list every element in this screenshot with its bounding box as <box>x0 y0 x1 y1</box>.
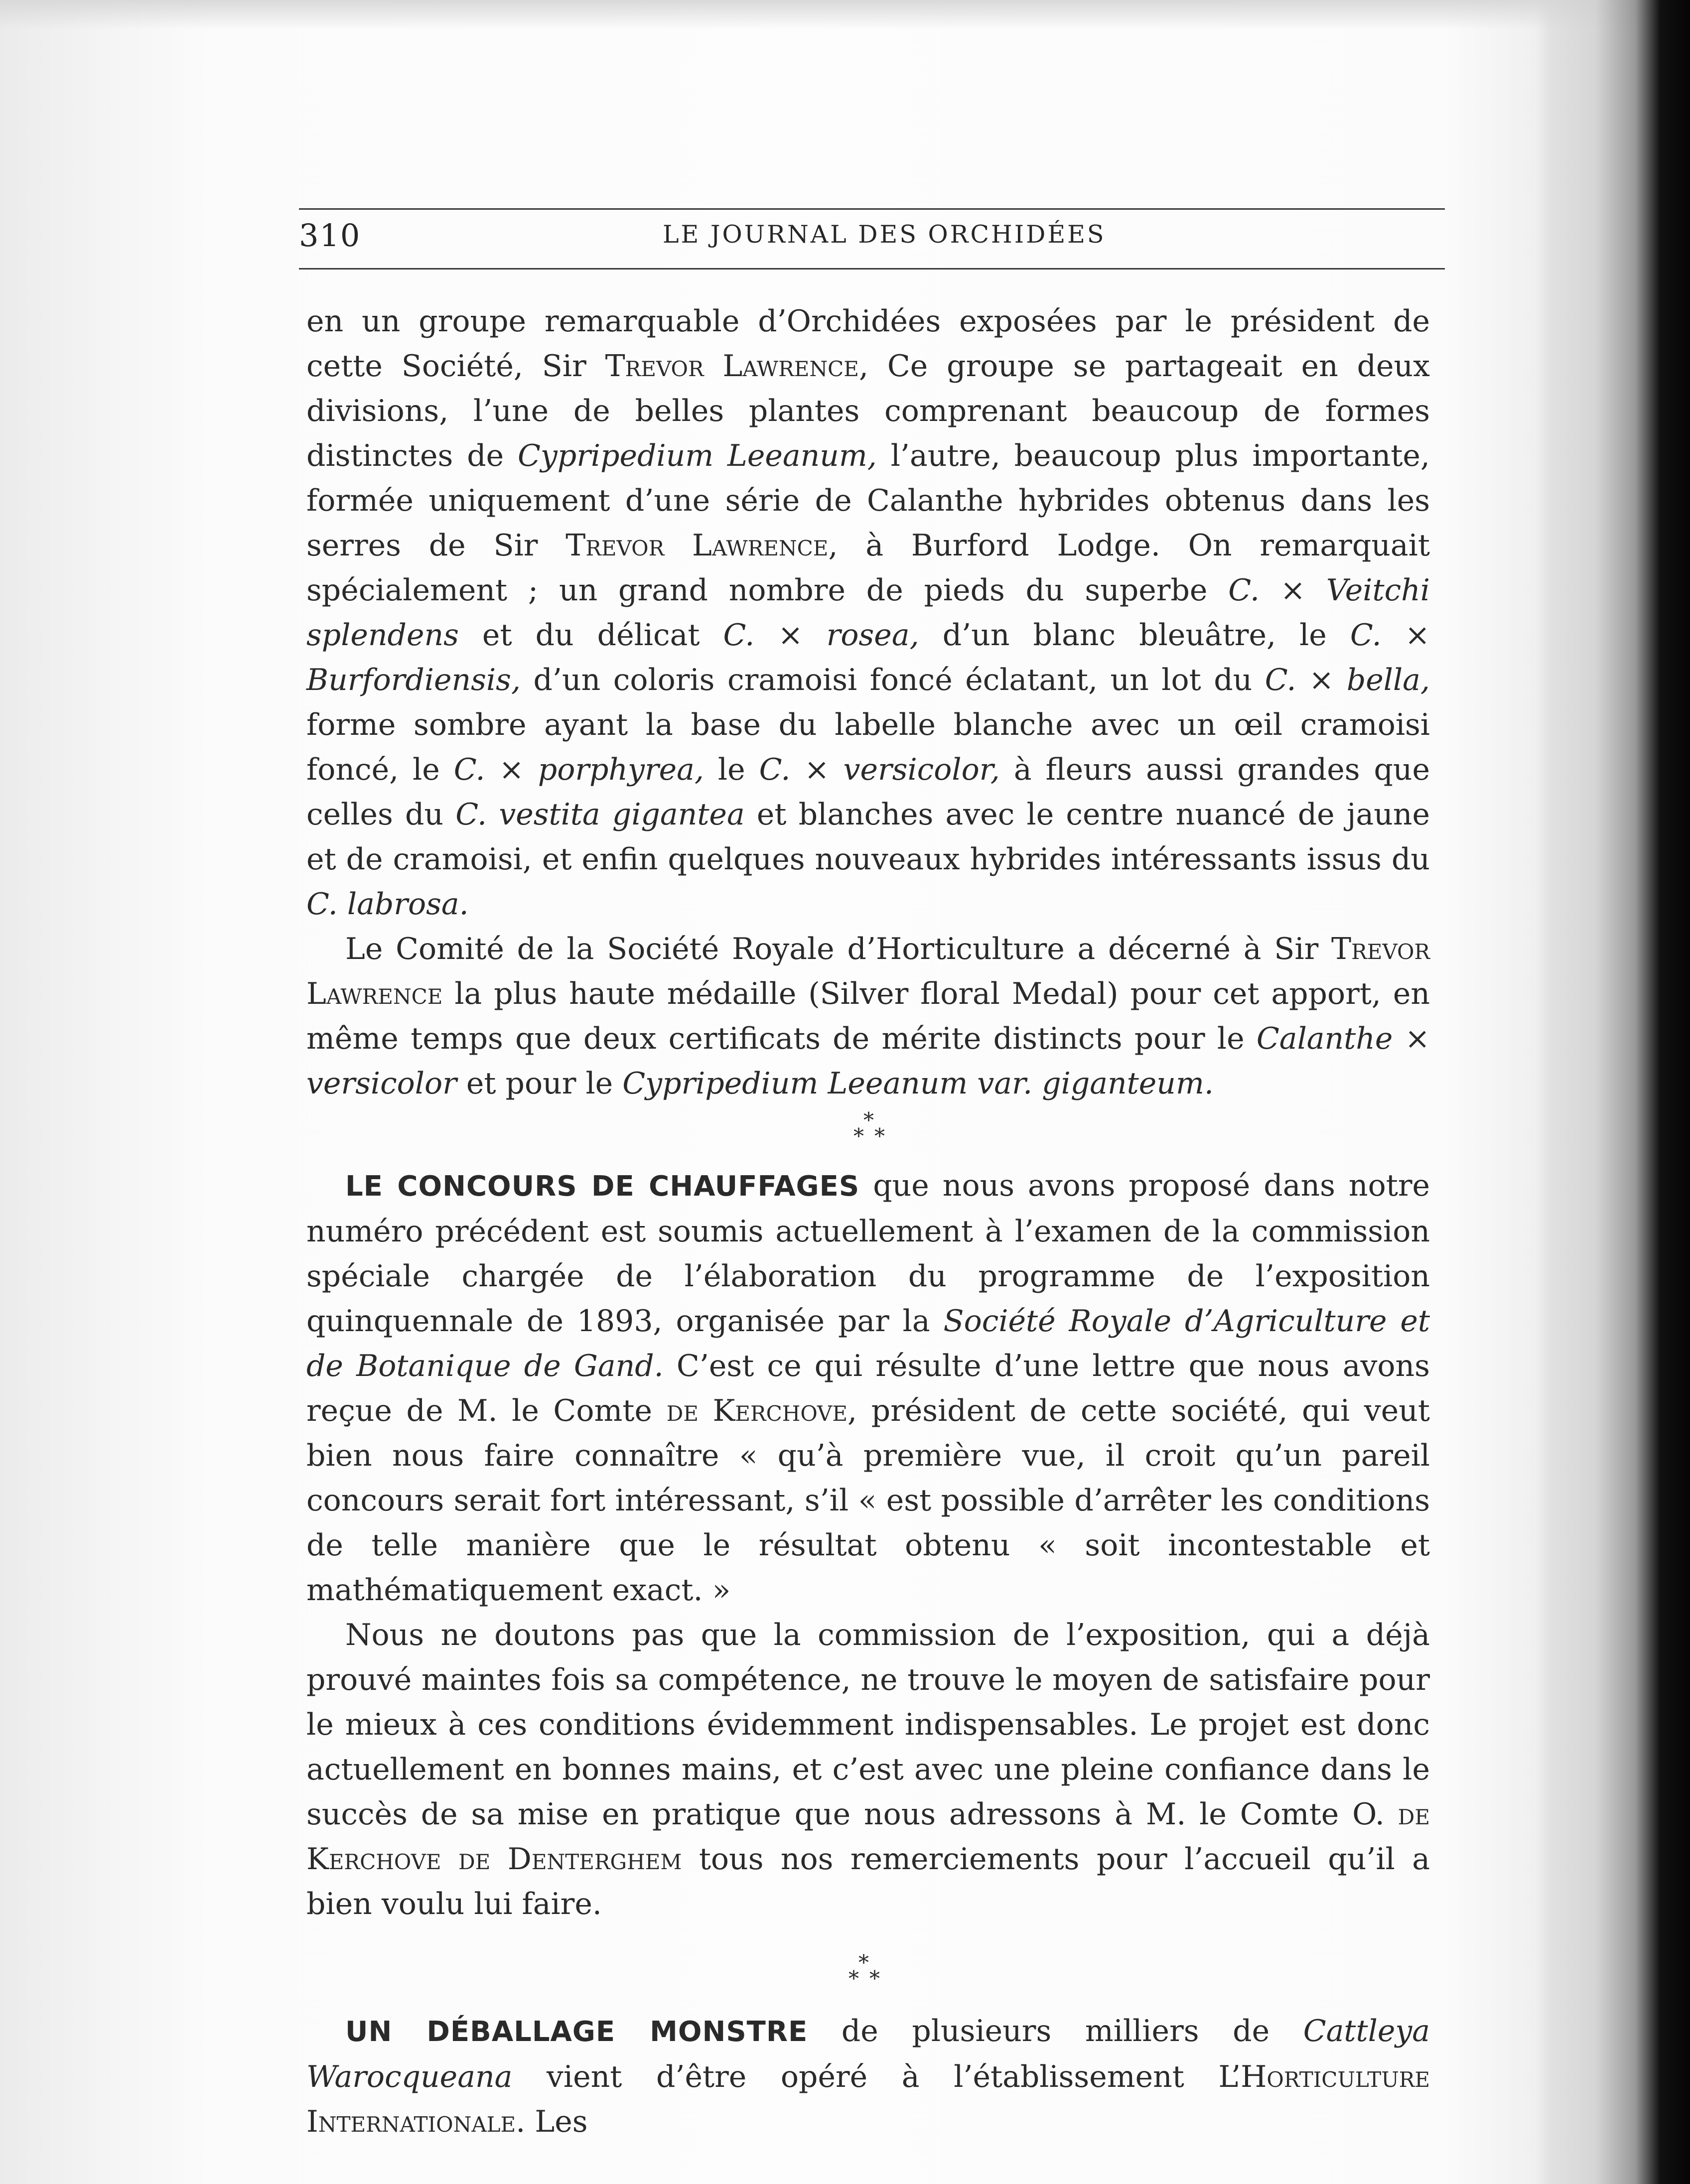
species-name: C. × rosea, <box>723 618 919 653</box>
species-name: Cypripedium Leeanum var. giganteum. <box>622 1066 1214 1101</box>
header-rule-top <box>299 208 1445 210</box>
text-run: le <box>704 752 759 787</box>
person-name: Trevor Lawrence <box>605 349 859 384</box>
text-run: d’un blanc bleuâtre, le <box>919 618 1350 653</box>
species-name: C. × porphyrea, <box>453 752 704 787</box>
species-name: C. × bella, <box>1265 663 1430 697</box>
asterisk-icon: * <box>874 1124 885 1148</box>
text-run: l’autre, beaucoup plus importante, formée uniquement d’une série de Calanthe hybrides obtenus dans les serres de Sir <box>306 438 1430 563</box>
body-text <box>306 299 1430 2144</box>
text-run: , à Burford Lodge. On remarquait spécialement ; un grand nombre de pieds du superbe <box>306 528 1430 608</box>
asterism-separator <box>306 1106 1430 1163</box>
text-run: et du délicat <box>458 618 723 653</box>
species-name: C. × Veitchi splendens <box>306 573 1430 653</box>
text-run: . Les <box>516 2104 588 2139</box>
society-name: Société Royale d’Agriculture et de Botanique de Gand. <box>306 1304 1430 1383</box>
text-run: en un groupe remarquable d’Orchidées exposées par le président de cette Société, Sir <box>306 304 1430 384</box>
section-lead-heading: LE CONCOURS DE CHAUFFAGES <box>345 1170 860 1203</box>
person-name: Trevor Lawrence <box>565 528 829 563</box>
text-run: Le Comité de la Société Royale d’Horticulture a décerné à Sir <box>345 932 1332 966</box>
paragraph-silver-medal <box>306 927 1430 1106</box>
species-name: C. × Burfordiensis, <box>306 618 1430 697</box>
person-name: Trevor Lawrence <box>306 932 1430 1011</box>
person-name: de Kerchove de Denterghem <box>306 1797 1430 1877</box>
species-name: C. vestita gigantea <box>455 797 745 832</box>
paragraph-commission <box>306 1613 1430 1926</box>
person-name: de Kerchove <box>666 1393 848 1428</box>
text-run: forme sombre ayant la base du labelle blanche avec un œil cramoisi foncé, le <box>306 707 1430 787</box>
asterisk-icon: * <box>869 1966 880 1991</box>
asterisk-icon: * <box>853 1124 864 1148</box>
section-lead-heading: UN DÉBALLAGE MONSTRE <box>345 2016 808 2048</box>
asterisk-icon: * <box>858 1950 869 1975</box>
species-name: Calanthe × versicolor <box>306 1021 1430 1101</box>
species-name: C. labrosa. <box>306 887 469 922</box>
text-run: C’est ce qui résulte d’une lettre que nous avons reçue de M. le Comte <box>306 1349 1430 1428</box>
running-title: LE JOURNAL DES ORCHIDÉES <box>663 220 1106 249</box>
page-number: 310 <box>299 217 361 254</box>
text-run: vient d’être opéré à l’établissement <box>512 2059 1219 2094</box>
paragraph-trevor-lawrence-group <box>306 299 1430 927</box>
text-run: et pour le <box>456 1066 623 1101</box>
paragraph-concours-chauffages <box>306 1163 1430 1613</box>
text-run: tous nos remerciements pour l’accueil qu’il a bien voulu lui faire. <box>306 1842 1430 1921</box>
species-name: Cattleya Warocqueana <box>306 2014 1430 2094</box>
text-run: et blanches avec le centre nuancé de jaune et de cramoisi, et enfin quelques nouveaux hybrides intéressants issus du <box>306 797 1430 877</box>
asterisk-icon: * <box>863 1108 874 1132</box>
establishment-name: L’Horticulture Internationale <box>306 2059 1430 2139</box>
page-top-edge-shadow <box>0 0 1690 30</box>
text-run: que nous avons proposé dans notre numéro précédent est soumis actuellement à l’examen de la commission spéciale chargée de l’élaboration du programme de l’exposition quinquennale de 1893, organisée par la <box>306 1168 1430 1339</box>
text-run: à fleurs aussi grandes que celles du <box>306 752 1430 832</box>
header-rule-bottom <box>299 268 1445 270</box>
binding-edge-shadow <box>1541 0 1690 2184</box>
paragraph-deballage-monstre <box>306 2009 1430 2144</box>
asterism-separator <box>306 1926 1430 2009</box>
text-run: de plusieurs milliers de <box>808 2014 1303 2048</box>
text-run: d’un coloris cramoisi foncé éclatant, un lot du <box>521 663 1265 697</box>
text-run: la plus haute médaille (Silver floral Medal) pour cet apport, en même temps que deux certificats de mérite distincts pour le <box>306 976 1430 1056</box>
species-name: Cypripedium Leeanum, <box>517 438 877 473</box>
text-run: , président de cette société, qui veut bien nous faire connaître « qu’à première vue, il croit qu’un pareil concours serait fort intéressant, s’il « est possible d’arrêter les conditions de telle manière que le résultat obtenu « soit incontestable et mathématiquement exact. » <box>306 1393 1430 1608</box>
text-run: , Ce groupe se partageait en deux divisions, l’une de belles plantes comprenant beaucoup de formes distinctes de <box>306 349 1430 473</box>
species-name: C. × versicolor, <box>759 752 1000 787</box>
asterisk-icon: * <box>848 1966 859 1991</box>
text-run: Nous ne doutons pas que la commission de l’exposition, qui a déjà prouvé maintes fois sa compétence, ne trouve le moyen de satisfaire pour le mieux à ces conditions évidemment indispensables. Le projet est donc actuellement en bonnes mains, et c’est avec une pleine confiance dans le succès de sa mise en pratique que nous adressons à M. le Comte O. <box>306 1618 1430 1832</box>
